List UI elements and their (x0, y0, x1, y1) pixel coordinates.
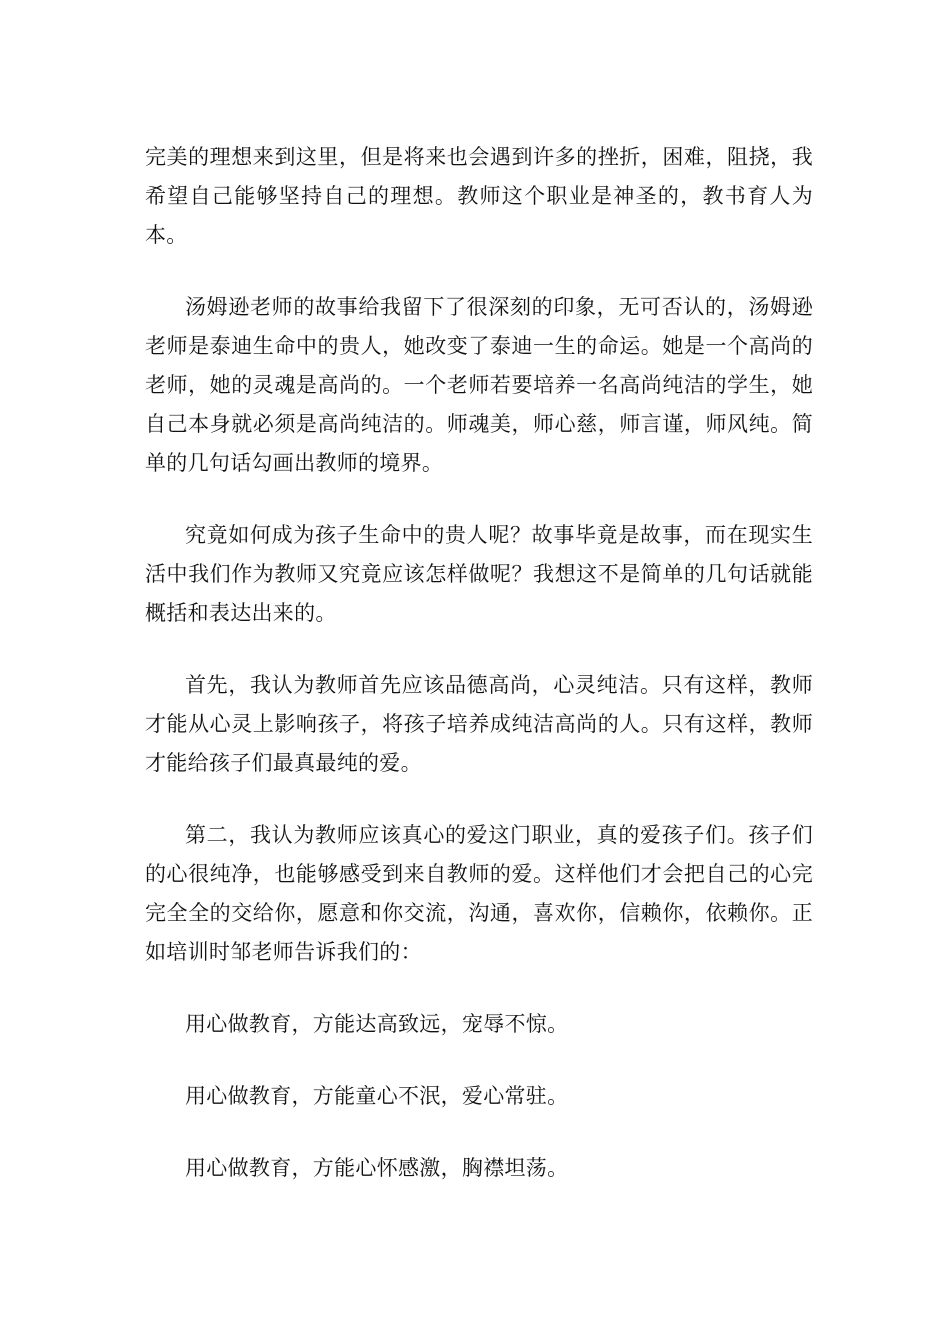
quote-line-1: 用心做教育，方能达高致远，宠辱不惊。 (185, 1012, 569, 1036)
paragraph-5: 第二，我认为教师应该真心的爱这门职业，真的爱孩子们。孩子们的心很纯净，也能够感受到来自教师的爱。这样他们才会把自己的心完完全全的交给你，愿意和你交流，沟通，喜欢你，信赖你，依赖你。正如培训时邹老师告诉我们的： (145, 823, 813, 964)
paragraph-3: 究竟如何成为孩子生命中的贵人呢？故事毕竟是故事，而在现实生活中我们作为教师又究竟应该怎样做呢？我想这不是简单的几句话就能概括和表达出来的。 (145, 523, 813, 625)
paragraph-2: 汤姆逊老师的故事给我留下了很深刻的印象，无可否认的，汤姆逊老师是泰迪生命中的贵人，她改变了泰迪一生的命运。她是一个高尚的老师，她的灵魂是高尚的。一个老师若要培养一名高尚纯洁的学生，她自己本身就必须是高尚纯洁的。师魂美，师心慈，师言谨，师风纯。简单的几句话勾画出教师的境界。 (145, 295, 813, 475)
quote-line-2: 用心做教育，方能童心不泯，爱心常驻。 (185, 1084, 569, 1108)
paragraph-1: 完美的理想来到这里，但是将来也会遇到许多的挫折，困难，阻挠，我希望自己能够坚持自己的理想。教师这个职业是神圣的，教书育人为本。 (145, 145, 813, 247)
document-body (145, 138, 813, 1221)
quote-line-3: 用心做教育，方能心怀感激，胸襟坦荡。 (185, 1156, 569, 1180)
paragraph-4: 首先，我认为教师首先应该品德高尚，心灵纯洁。只有这样，教师才能从心灵上影响孩子，将孩子培养成纯洁高尚的人。只有这样，教师才能给孩子们最真最纯的爱。 (145, 673, 813, 775)
